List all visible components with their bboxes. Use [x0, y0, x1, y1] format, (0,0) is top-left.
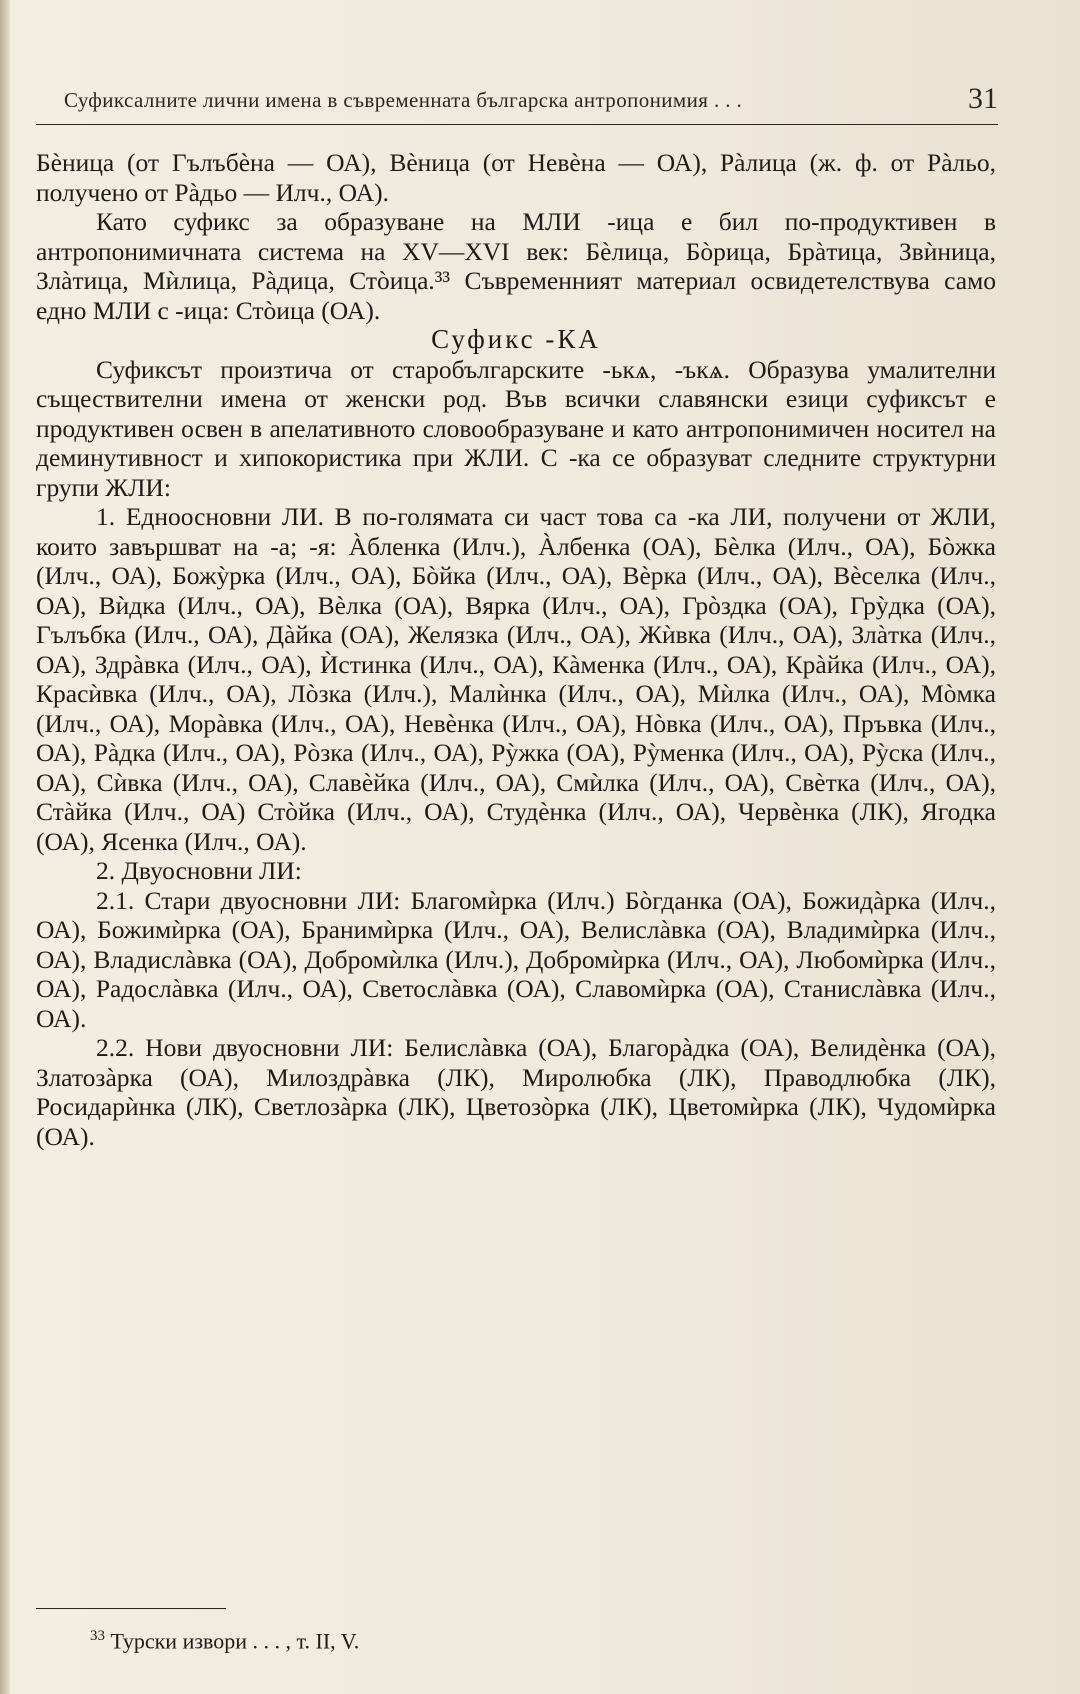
paragraph-5: 2. Двуосновни ЛИ: — [96, 856, 302, 885]
body-text — [36, 148, 996, 1151]
paragraph-7: 2.2. Нови двуосновни ЛИ: Белислàвка (ОА), Благорàдка (ОА), Велидѐнка (ОА), Златозàрка (ОА), Милоздрàвка (ЛК), Миролюбка (ЛК), Праводлюбка (ЛК), Росидарѝнка (ЛК), Светлозàрка (ЛК), Цветозòрка (ЛК), Цветомѝрка (ЛК), Чудомѝрка (ОА). — [36, 1033, 996, 1151]
footnote — [90, 1628, 359, 1654]
section-heading: Суфикс -КА — [431, 324, 601, 354]
footnote-divider — [36, 1608, 226, 1609]
page-binding-edge — [0, 0, 10, 1694]
paragraph-2: Като суфикс за образуване на МЛИ -ица е бил по-продуктивен в антропонимичната система на XV—XVI век: Бѐлица, Бòрица, Брàтица, Звѝница, Злàтица, Мѝлица, Рàдица, Стòица.³³ Съвременният материал освидетелствува само едно МЛИ с -ица: Стòица (ОА). — [36, 207, 996, 325]
paragraph-3: Суфиксът произтича от старобългарските -ькѧ, -ъкѧ. Образува умалителни съществителни имена от женски род. Във всички славянски езици суфиксът е продуктивен освен в апелативното словообразуване и като антропонимичен носител на деминутивност и хипокористика при ЖЛИ. С -ка се образуват следните структурни групи ЖЛИ: — [36, 354, 996, 502]
footnote-number: 33 — [90, 1628, 105, 1644]
paragraph-1: Бѐница (от Гълъбѐна — ОА), Вѐница (от Невѐна — ОА), Рàлица (ж. ф. от Рàльо, получено от Рàдьо — Илч., ОА). — [36, 148, 996, 207]
paragraph-4: 1. Едноосновни ЛИ. В по-голямата си част това са -ка ЛИ, получени от ЖЛИ, които завършват на -а; -я: Àбленка (Илч.), Àлбенка (ОА), Бѐлка (Илч., ОА), Бòжка (Илч., ОА), Божỳрка (Илч., ОА), Бòйка (Илч., ОА), Вѐрка (Илч., ОА), Вѐселка (Илч., ОА), Вѝдка (Илч., ОА), Вѐлка (ОА), Вярка (Илч., ОА), Грòздка (ОА), Грỳдка (ОА), Гълъбка (Илч., ОА), Дàйка (ОА), Желязка (Илч., ОА), Жѝвка (Илч., ОА), Злàтка (Илч., ОА), Здрàвка (Илч., ОА), Ѝстинка (Илч., ОА), Кàменка (Илч., ОА), Крàйка (Илч., ОА), Красѝвка (Илч., ОА), Лòзка (Илч.), Малѝнка (Илч., ОА), Мѝлка (Илч., ОА), Мòмка (Илч., ОА), Морàвка (Илч., ОА), Невѐнка (Илч., ОА), Нòвка (Илч., ОА), Пръвка (Илч., ОА), Рàдка (Илч., ОА), Рòзка (Илч., ОА), Рỳжка (ОА), Рỳменка (Илч., ОА), Рỳска (Илч., ОА), Сѝвка (Илч., ОА), Славѐйка (Илч., ОА), Смѝлка (Илч., ОА), Свѐтка (Илч., ОА), Стàйка (Илч., ОА) Стòйка (Илч., ОА), Студѐнка (Илч., ОА), Червѐнка (ЛК), Ягодка (ОА), Ясенка (Илч., ОА). — [36, 502, 996, 856]
page-number: 31 — [968, 82, 998, 115]
footnote-text: Турски извори . . . , т. II, V. — [110, 1628, 360, 1654]
running-title: Суфиксалните лични имена в съвременната българска антропонимия . . . — [64, 88, 743, 112]
page-header — [36, 82, 998, 125]
paragraph-6: 2.1. Стари двуосновни ЛИ: Благомѝрка (Илч.) Бòгданка (ОА), Божидàрка (Илч., ОА), Божимѝрка (ОА), Бранимѝрка (Илч., ОА), Велислàвка (ОА), Владимѝрка (Илч., ОА), Владислàвка (ОА), Добромѝлка (Илч.), Добромѝрка (Илч., ОА), Любомѝрка (Илч., ОА), Радослàвка (Илч., ОА), Светослàвка (ОА), Славомѝрка (ОА), Станислàвка (Илч., ОА). — [36, 885, 996, 1033]
